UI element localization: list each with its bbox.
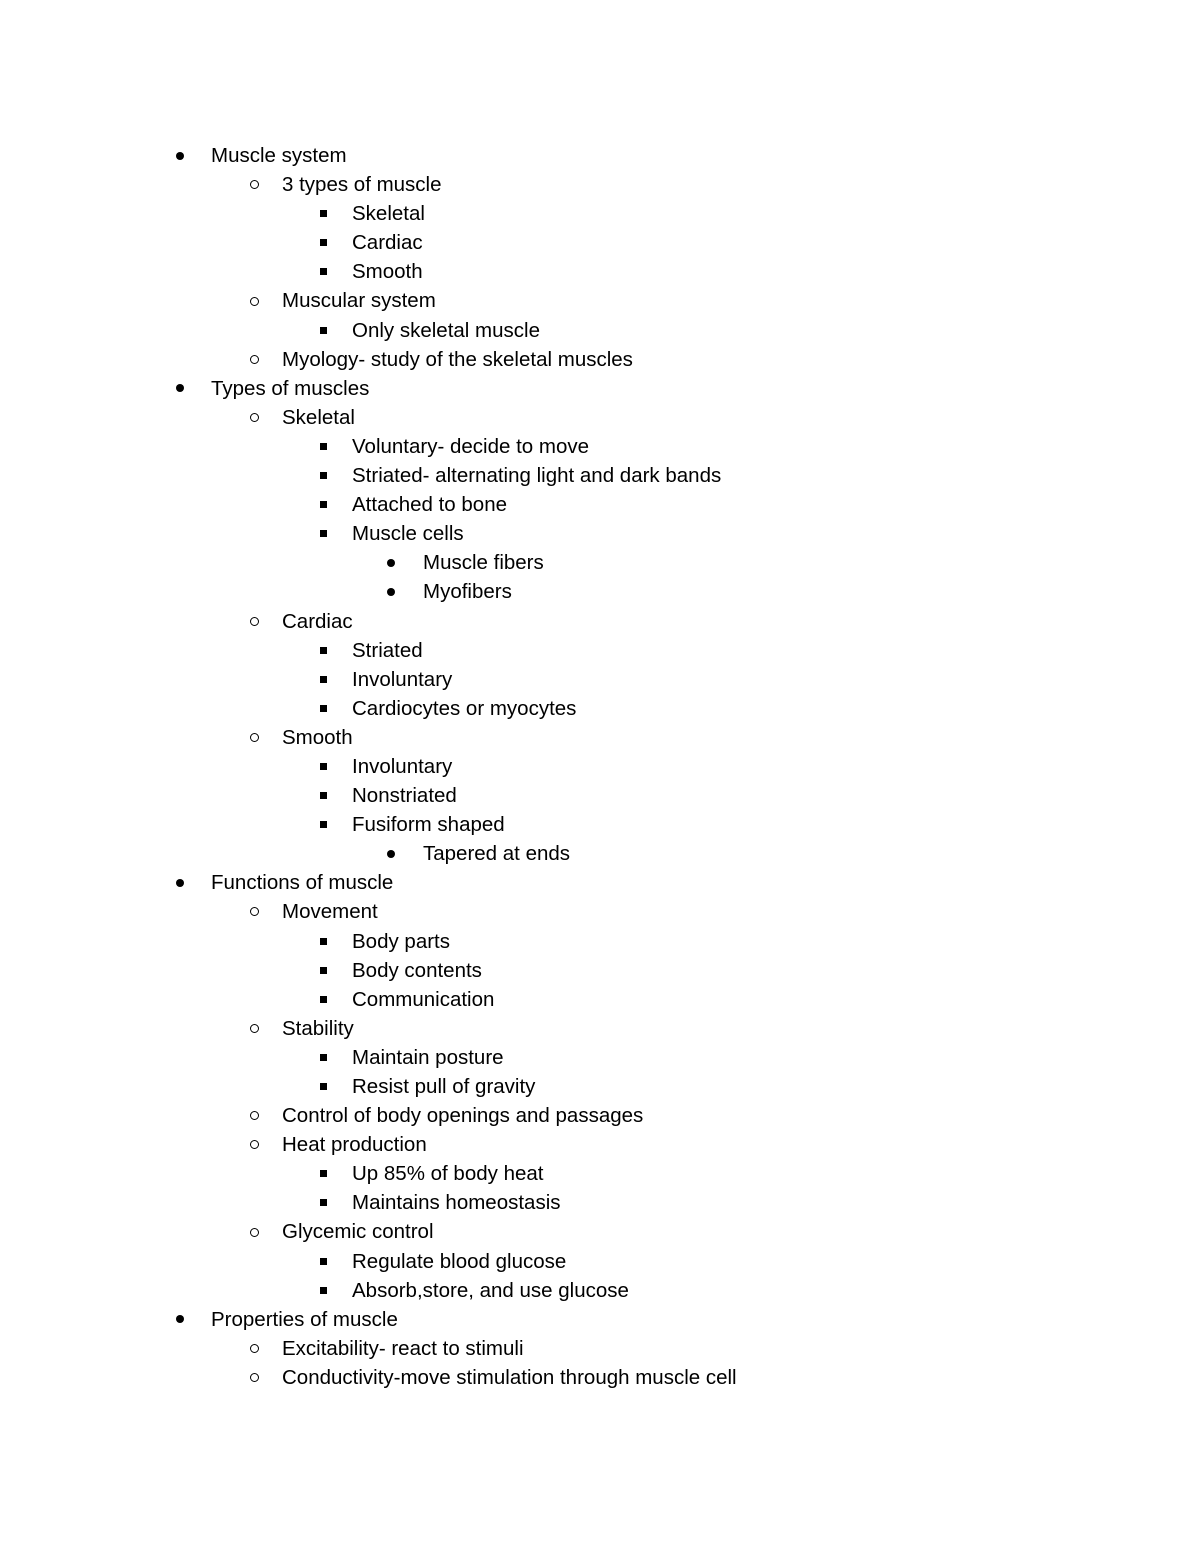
list-item-text: Regulate blood glucose (352, 1249, 567, 1273)
list-item (0, 636, 1200, 665)
square-bullet-icon (315, 752, 331, 781)
list-item (0, 1072, 1200, 1101)
list-item-text: Maintain posture (352, 1045, 504, 1069)
list-item-text: Movement (282, 900, 378, 924)
list-item-text: Glycemic control (282, 1220, 434, 1244)
list-item-text: Smooth (352, 260, 423, 284)
list-item-text: Excitability- react to stimuli (282, 1336, 524, 1360)
list-item-text: Only skeletal muscle (352, 318, 540, 342)
list-item-text: Involuntary (352, 667, 453, 691)
list-item-text: Body parts (352, 929, 450, 953)
list-item-text: Properties of muscle (211, 1307, 398, 1331)
square-bullet-icon (315, 1276, 331, 1305)
hollow-circle-bullet-icon (246, 1014, 262, 1043)
list-item (0, 694, 1200, 723)
list-item (0, 781, 1200, 810)
filled-bullet-icon (383, 548, 399, 577)
square-bullet-icon (315, 1043, 331, 1072)
list-item-text: Involuntary (352, 754, 453, 778)
list-item (0, 519, 1200, 548)
list-item (0, 345, 1200, 374)
square-bullet-icon (315, 810, 331, 839)
list-item-text: Muscular system (282, 289, 436, 313)
list-item (0, 839, 1200, 868)
hollow-circle-bullet-icon (246, 403, 262, 432)
list-item (0, 461, 1200, 490)
hollow-circle-bullet-icon (246, 1334, 262, 1363)
list-item-text: Striated- alternating light and dark bands (352, 464, 722, 488)
list-item-text: Muscle system (211, 144, 347, 167)
list-item (0, 1217, 1200, 1246)
square-bullet-icon (315, 927, 331, 956)
list-item-text: Cardiac (282, 609, 353, 633)
square-bullet-icon (315, 228, 331, 257)
square-bullet-icon (315, 490, 331, 519)
list-item (0, 607, 1200, 636)
list-item-text: Communication (352, 987, 495, 1011)
list-item (0, 170, 1200, 199)
list-item-text: Cardiocytes or myocytes (352, 696, 577, 720)
filled-bullet-icon (172, 868, 188, 897)
square-bullet-icon (315, 1247, 331, 1276)
list-item (0, 723, 1200, 752)
list-item (0, 1188, 1200, 1217)
list-item (0, 432, 1200, 461)
hollow-circle-bullet-icon (246, 170, 262, 199)
list-item (0, 1014, 1200, 1043)
list-item (0, 403, 1200, 432)
square-bullet-icon (315, 432, 331, 461)
hollow-circle-bullet-icon (246, 897, 262, 926)
square-bullet-icon (315, 636, 331, 665)
list-item (0, 1363, 1200, 1392)
square-bullet-icon (315, 1188, 331, 1217)
list-item (0, 985, 1200, 1014)
square-bullet-icon (315, 316, 331, 345)
list-item (0, 199, 1200, 228)
list-item (0, 956, 1200, 985)
list-item-text: Types of muscles (211, 376, 370, 400)
filled-bullet-icon (383, 839, 399, 868)
list-item-text: Conductivity-move stimulation through muscle cell (282, 1365, 737, 1389)
list-item (0, 1130, 1200, 1159)
list-item (0, 1159, 1200, 1188)
hollow-circle-bullet-icon (246, 1363, 262, 1392)
filled-bullet-icon (172, 1305, 188, 1334)
list-item-text: Muscle cells (352, 522, 464, 546)
list-item-text: Cardiac (352, 231, 423, 255)
list-item (0, 810, 1200, 839)
hollow-circle-bullet-icon (246, 1217, 262, 1246)
list-item (0, 316, 1200, 345)
hollow-circle-bullet-icon (246, 607, 262, 636)
list-item (0, 1101, 1200, 1130)
list-item-text: Fusiform shaped (352, 813, 505, 837)
list-item-text: Heat production (282, 1133, 427, 1157)
list-item (0, 1276, 1200, 1305)
hollow-circle-bullet-icon (246, 723, 262, 752)
list-item (0, 1305, 1200, 1334)
list-item (0, 374, 1200, 403)
bullet-outline (0, 141, 1200, 1392)
list-item (0, 548, 1200, 577)
list-item (0, 752, 1200, 781)
square-bullet-icon (315, 257, 331, 286)
list-item-text: Up 85% of body heat (352, 1162, 544, 1186)
hollow-circle-bullet-icon (246, 1101, 262, 1130)
list-item-text: Maintains homeostasis (352, 1191, 561, 1215)
list-item-text: Functions of muscle (211, 871, 394, 895)
list-item (0, 665, 1200, 694)
square-bullet-icon (315, 781, 331, 810)
list-item (0, 490, 1200, 519)
list-item (0, 868, 1200, 897)
list-item-text: Resist pull of gravity (352, 1075, 536, 1098)
list-item (0, 228, 1200, 257)
list-item-text: Attached to bone (352, 493, 508, 517)
list-item-text: Skeletal (352, 202, 425, 226)
list-item-text: 3 types of muscle (282, 173, 442, 197)
list-item-text: Skeletal (282, 405, 355, 429)
list-item (0, 1247, 1200, 1276)
list-item (0, 897, 1200, 926)
list-item-text: Striated (352, 638, 423, 662)
hollow-circle-bullet-icon (246, 286, 262, 315)
list-item (0, 141, 1200, 170)
list-item-text: Stability (282, 1016, 354, 1040)
list-item-text: Tapered at ends (423, 842, 571, 866)
square-bullet-icon (315, 985, 331, 1014)
list-item-text: Myology- study of the skeletal muscles (282, 347, 633, 371)
square-bullet-icon (315, 519, 331, 548)
filled-bullet-icon (172, 374, 188, 403)
list-item (0, 577, 1200, 606)
filled-bullet-icon (172, 141, 188, 170)
square-bullet-icon (315, 694, 331, 723)
square-bullet-icon (315, 461, 331, 490)
list-item-text: Nonstriated (352, 784, 457, 808)
hollow-circle-bullet-icon (246, 345, 262, 374)
list-item-text: Myofibers (423, 580, 512, 604)
list-item-text: Smooth (282, 725, 353, 749)
square-bullet-icon (315, 199, 331, 228)
list-item-text: Absorb,store, and use glucose (352, 1278, 629, 1302)
filled-bullet-icon (383, 577, 399, 606)
list-item-text: Control of body openings and passages (282, 1104, 644, 1128)
square-bullet-icon (315, 1159, 331, 1188)
hollow-circle-bullet-icon (246, 1130, 262, 1159)
list-item-text: Muscle fibers (423, 551, 544, 575)
list-item (0, 1043, 1200, 1072)
square-bullet-icon (315, 665, 331, 694)
list-item (0, 1334, 1200, 1363)
list-item (0, 286, 1200, 315)
square-bullet-icon (315, 956, 331, 985)
square-bullet-icon (315, 1072, 331, 1101)
list-item (0, 927, 1200, 956)
list-item (0, 257, 1200, 286)
list-item-text: Voluntary- decide to move (352, 434, 590, 458)
list-item-text: Body contents (352, 958, 482, 982)
